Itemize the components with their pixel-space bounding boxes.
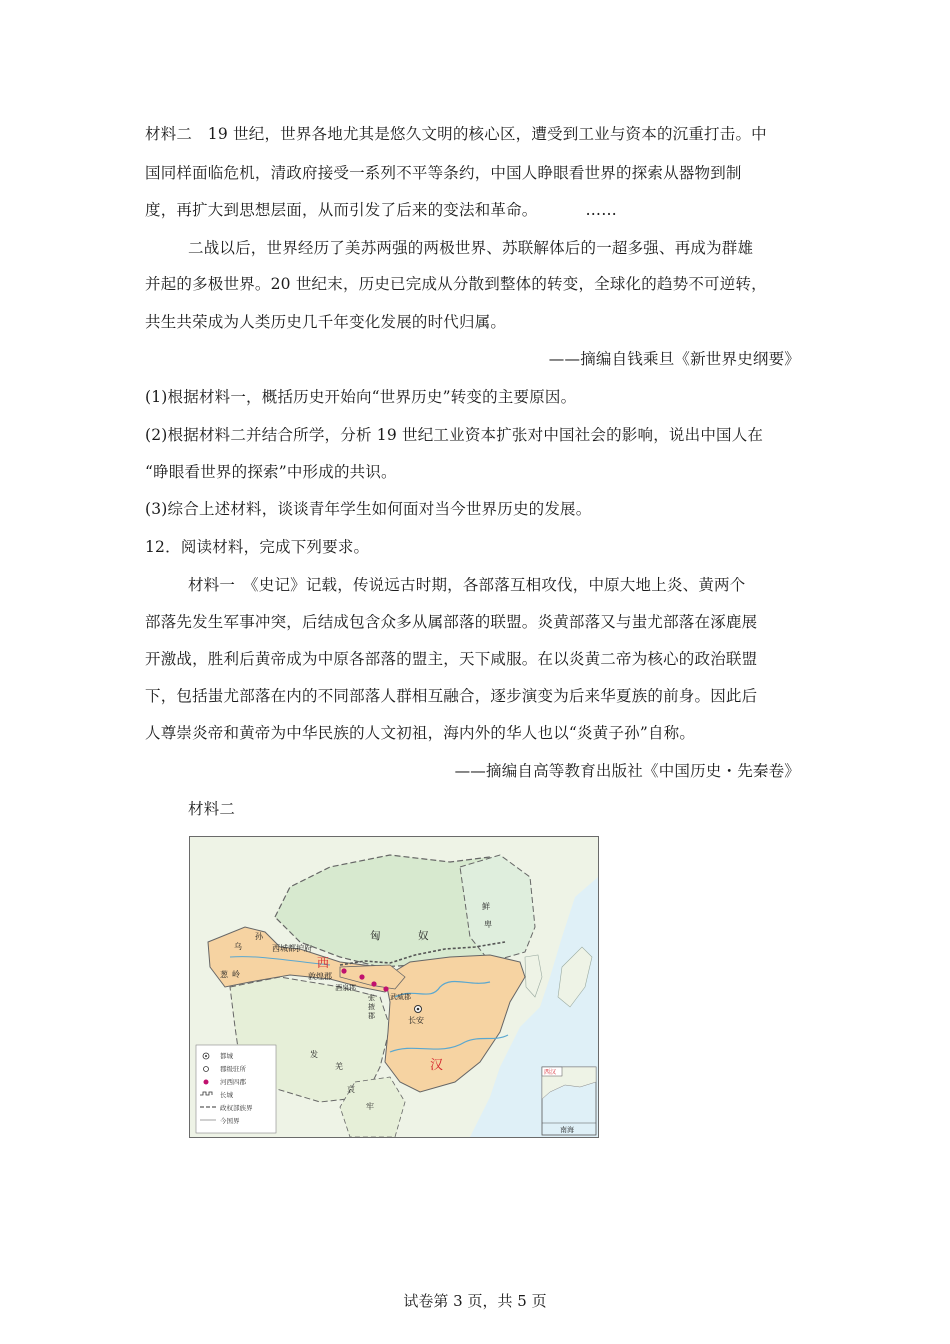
label-qiang: 羌 <box>335 1062 343 1071</box>
western-han-map <box>189 836 599 1138</box>
source-citation-1: ——摘编自钱乘旦《新世界史纲要》 <box>548 350 800 368</box>
material2-line-3 <box>145 199 805 221</box>
question-2-line-2: “睁眼看世界的探索”中形成的共识。 <box>145 463 397 481</box>
material2-line-2: 国同样面临危机，清政府接受一系列不平等条约，中国人睁眼看世界的探索从器物到制 <box>145 164 742 182</box>
label-jiuquan: 酒泉郡 <box>335 984 356 992</box>
label-xianbei-2: 卑 <box>484 920 492 929</box>
question-3: (3)综合上述材料，谈谈青年学生如何面对当今世界历史的发展。 <box>145 500 592 518</box>
label-xianbei-1: 鲜 <box>482 902 490 911</box>
ellipsis: …… <box>585 201 617 219</box>
label-fa: 发 <box>310 1050 318 1059</box>
label-xiyu-duhu: 西城都护府 <box>272 944 312 953</box>
source-citation-2: ——摘编自高等教育出版社《中国历史・先秦卷》 <box>454 762 800 780</box>
page-footer: 试卷第 3 页，共 5 页 <box>403 1292 547 1310</box>
legend-commandery: 郡级驻所 <box>220 1065 246 1073</box>
dunhuang-marker <box>341 968 346 973</box>
question-1: (1)根据材料一，概括历史开始向“世界历史”转变的主要原因。 <box>145 388 577 406</box>
label-lao: 牢 <box>366 1102 374 1111</box>
para2-line-3: 共生共荣成为人类历史几千年变化发展的时代归属。 <box>145 313 507 331</box>
label-han: 汉 <box>430 1058 444 1073</box>
label-sun: 孙 <box>255 932 263 941</box>
zhangye-marker <box>371 981 376 986</box>
changan-marker-dot <box>417 1008 420 1011</box>
legend-hexi: 河西四郡 <box>220 1078 246 1086</box>
jiuquan-marker <box>359 974 364 979</box>
label-wu: 乌 <box>234 942 242 951</box>
question-12-heading: 12．阅读材料，完成下列要求。 <box>145 538 370 556</box>
label-xiongnu-1: 匈 <box>370 930 381 942</box>
label-zhangye-2: 掖 <box>368 1003 375 1011</box>
para2-line-1: 二战以后，世界经历了美苏两强的两极世界、苏联解体后的一超多强、再成为群雄 <box>188 239 754 257</box>
legend-capital-icon-dot <box>205 1055 207 1057</box>
q12-material2-label: 材料二 <box>188 800 236 818</box>
wuwei-marker <box>383 986 388 991</box>
material2-line-1: 材料二 19 世纪，世界各地尤其是悠久文明的核心区，遭受到工业与资本的沉重打击。中 <box>145 125 767 143</box>
label-ai: 哀 <box>347 1085 355 1094</box>
legend-boundary: 政权部族界 <box>220 1104 253 1112</box>
japan-islands <box>558 947 592 1007</box>
label-xiongnu-2: 奴 <box>418 930 429 942</box>
legend-modern-border: 今国界 <box>220 1117 240 1125</box>
q12-material1-line-4: 下，包括蚩尤部落在内的不同部落人群相互融合，逐步演变为后来华夏族的前身。因此后 <box>145 687 758 705</box>
label-congling-2: 岭 <box>232 970 240 979</box>
q12-material1-line-1: 材料一 《史记》记载，传说远古时期，各部落互相攻伐，中原大地上炎、黄两个 <box>188 576 746 594</box>
q12-material1-line-3: 开激战，胜利后黄帝成为中原各部落的盟主，天下咸服。在以炎黄二帝为核心的政治联盟 <box>145 650 758 668</box>
label-xi: 西 <box>317 956 330 970</box>
label-changan: 长安 <box>408 1016 424 1025</box>
para2-line-2: 并起的多极世界。20 世纪末，历史已完成从分散到整体的转变，全球化的趋势不可逆转， <box>145 275 767 293</box>
legend-commandery-icon <box>204 1067 209 1072</box>
inset-tag: 西汉 <box>544 1069 557 1076</box>
material2-line-3-text: 度，再扩大到思想层面，从而引发了后来的变法和革命。 <box>145 201 538 219</box>
legend-hexi-icon <box>204 1080 209 1085</box>
label-zhangye-3: 郡 <box>368 1012 375 1020</box>
label-zhangye-1: 张 <box>368 994 375 1002</box>
label-wuwei: 武威郡 <box>390 993 411 1001</box>
legend-capital: 都城 <box>220 1052 233 1060</box>
legend-wall: 长城 <box>220 1091 233 1099</box>
label-congling-1: 葱 <box>220 970 228 979</box>
question-2-line-1: (2)根据材料二并结合所学，分析 19 世纪工业资本扩张对中国社会的影响，说出中国人在 <box>145 426 764 444</box>
q12-material1-line-5: 人尊崇炎帝和黄帝为中华民族的人文初祖，海内外的华人也以“炎黄子孙”自称。 <box>145 724 696 742</box>
label-nanhai: 南海 <box>560 1126 574 1134</box>
label-dunhuang: 敦煌郡 <box>308 972 332 981</box>
q12-material1-line-2: 部落先发生军事冲突，后结成包含众多从属部落的联盟。炎黄部落又与蚩尤部落在涿鹿展 <box>145 613 758 631</box>
